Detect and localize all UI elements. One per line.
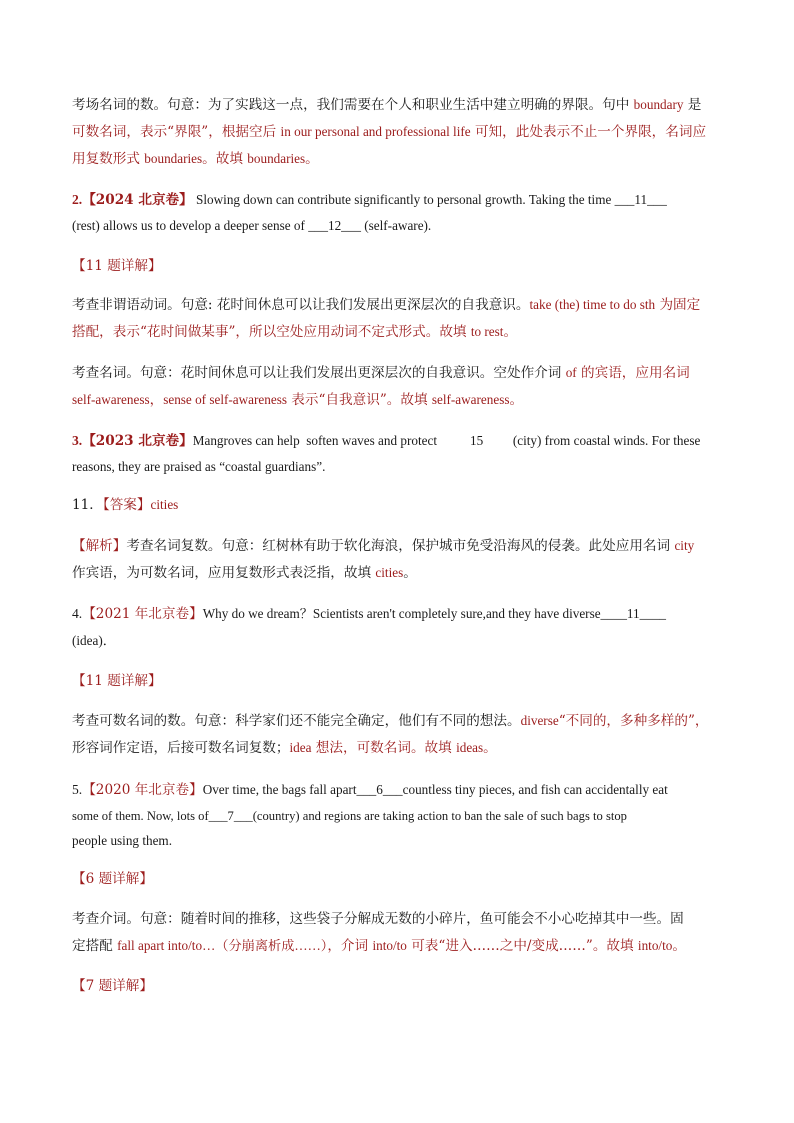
answer: cities (150, 497, 179, 512)
text: 为固定 (655, 297, 701, 313)
question-text: Why do we dream？Scientists aren't completely sure,and they have diverse____11____ (202, 606, 667, 621)
text: 。 (403, 565, 417, 581)
text: 形容词作定语，后接可数名词复数； (72, 740, 290, 756)
answer: cities (375, 565, 404, 580)
explanation-line (72, 296, 732, 314)
source-tag: 【2023 北京卷】 (82, 433, 193, 449)
keyword: in our personal and professional life (280, 124, 471, 139)
text: 考查名词复数。句意：红树林有助于软化海浪，保护城市免受沿海风的侵袭。此处应用名词 (126, 538, 675, 554)
text: 可数名词，表示“界限”，根据空后 (72, 124, 281, 140)
detail-header-7: 【7 题详解】 (72, 978, 153, 994)
keyword: city (674, 538, 695, 553)
keyword: take (the) time to do sth (529, 297, 656, 312)
keyword: self-awareness (72, 392, 150, 407)
text: 可表“进入……之中/变成……”。故填 (406, 938, 638, 954)
text: 。 (305, 151, 319, 167)
text: 。 (503, 324, 518, 340)
text: 考查名词。句意：花时间休息可以让我们发展出更深层次的自我意识。空处作介词 (72, 365, 566, 381)
question-4-line: (idea)． (72, 633, 116, 648)
text: 是 (683, 97, 702, 113)
question-4-line (72, 605, 732, 623)
keyword: into/to (372, 938, 407, 953)
question-text: Over time, the bags fall apart___6___countless tiny pieces, and fish can accidentally eat (202, 782, 668, 797)
text: “不同的，多种多样的”， (558, 713, 709, 729)
explanation-line (72, 564, 732, 582)
text: 。 (672, 938, 686, 954)
explanation-line (72, 96, 732, 114)
explanation-line (72, 739, 732, 757)
question-number: 5. (72, 782, 83, 797)
keyword: diverse (520, 713, 559, 728)
answer: boundaries (247, 151, 306, 166)
question-number: 4. (72, 606, 83, 621)
answer: self-awareness (431, 392, 510, 407)
explanation-line (72, 391, 732, 409)
question-2-line (72, 191, 732, 209)
keyword: of (565, 365, 577, 380)
answer: ideas (456, 740, 484, 755)
text: 搭配，表示“花时间做某事”，所以空处应用动词不定式形式。故填 (72, 324, 471, 340)
question-number: 2. (72, 192, 83, 207)
answer-number: 11． (72, 497, 103, 513)
answer-line (72, 496, 732, 514)
text: 定搭配 (72, 938, 118, 954)
text: 作宾语，为可数名词，应用复数形式表泛指，故填 (72, 565, 376, 581)
explanation-line (72, 937, 732, 955)
text: 表示“自我意识”。故填 (286, 392, 432, 408)
explanation-line (72, 123, 732, 141)
answer: into/to (637, 938, 673, 953)
text: 考查非谓语动词。句意: 花时间休息可以让我们发展出更深层次的自我意识。 (72, 297, 530, 313)
text: ，介词 (327, 938, 373, 954)
answer: to rest (470, 324, 504, 339)
source-tag: 【2024 北京卷】 (82, 192, 193, 208)
explanation-line (72, 364, 732, 382)
text: 。故填 (202, 151, 248, 167)
question-3-line (72, 432, 732, 450)
keyword: boundaries (144, 151, 203, 166)
analysis-tag: 【解析】 (72, 538, 127, 554)
question-number: 3. (72, 433, 83, 448)
source-tag: 【2020 年北京卷】 (82, 782, 203, 798)
text: 想法，可数名词。故填 (311, 740, 457, 756)
text: ， (149, 392, 164, 408)
question-5-line (72, 781, 732, 799)
question-3-line: reasons, they are praised as “coastal guardians”. (72, 459, 326, 474)
keyword: fall apart into/to…（分崩离析成……） (117, 938, 328, 953)
text: 用复数形式 (72, 151, 145, 167)
text: 可知，此处表示不止一个界限，名词应 (470, 124, 707, 140)
explanation-line: 考查介词。句意：随着时间的推移，这些袋子分解成无数的小碎片，鱼可能会不小心吃掉其中一些。固 (72, 911, 684, 927)
text: 的宾语，应用名词 (576, 365, 690, 381)
detail-header-11: 【11 题详解】 (72, 673, 162, 689)
question-2-line: (rest) allows us to develop a deeper sense of ___12___ (self-aware). (72, 218, 432, 233)
question-text: Mangroves can help soften waves and protect 15 (city) from coastal winds. For these (192, 433, 701, 448)
explanation-line (72, 712, 732, 730)
keyword: idea (289, 740, 312, 755)
text: 考场名词的数。句意：为了实践这一点，我们需要在个人和职业生活中建立明确的界限。句中 (72, 97, 634, 113)
source-tag: 【2021 年北京卷】 (82, 606, 203, 622)
explanation-line (72, 537, 732, 555)
question-text: Slowing down can contribute significantly to personal growth. Taking the time ___11___ (192, 192, 667, 207)
keyword: boundary (633, 97, 684, 112)
explanation-line (72, 150, 732, 168)
detail-header-11: 【11 题详解】 (72, 258, 162, 274)
question-5-line: people using them. (72, 833, 172, 848)
answer-tag: 【答案】 (102, 497, 151, 513)
keyword: sense of self-awareness (163, 392, 287, 407)
text: 。 (509, 392, 524, 408)
text: 。 (483, 740, 497, 756)
detail-header-6: 【6 题详解】 (72, 871, 153, 887)
question-5-line: some of them. Now, lots of___7___(country) and regions are taking action to ban the sale of such bags to stop (72, 809, 627, 823)
explanation-line (72, 323, 732, 341)
text: 考查可数名词的数。句意：科学家们还不能完全确定，他们有不同的想法。 (72, 713, 521, 729)
